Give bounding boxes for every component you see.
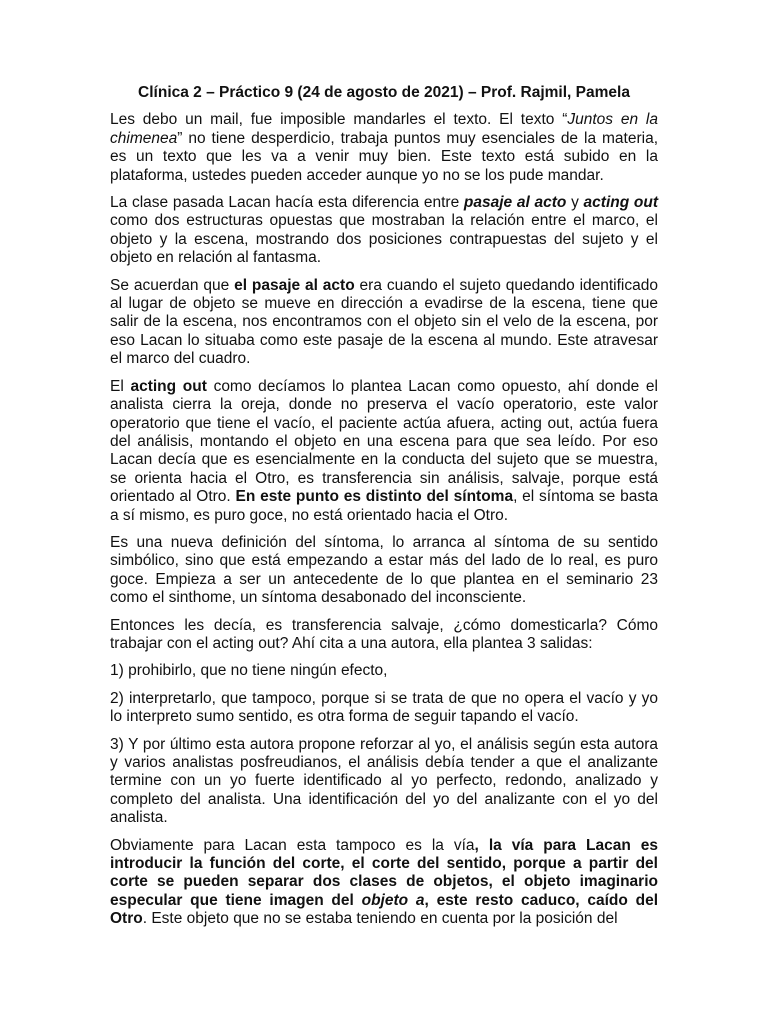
document-title: Clínica 2 – Práctico 9 (24 de agosto de 2021) – Prof. Rajmil, Pamela: [138, 84, 630, 101]
p1-book-title: Juntos en la chimenea: [110, 111, 658, 147]
p2-text-c: y: [566, 194, 584, 212]
p10-text-a: Obviamente para Lacan esta tampoco es la vía: [110, 836, 475, 854]
p3-term-pasaje: el pasaje al acto: [234, 276, 355, 294]
paragraph-5: Es una nueva definición del síntoma, lo arranca al síntoma de su sentido simbólico, sino que está empezando a estar más del lado de lo real, es puro goce. Empieza a ser un antecedente de lo que plantea en el seminario 23 como el sinthome, un síntoma desabonado del inconsciente.: [110, 533, 658, 607]
p4-bold-sintoma: En este punto es distinto del síntoma: [235, 488, 514, 506]
p3-text-c: era cuando el sujeto quedando identificado al lugar de objeto se mueve en dirección a evadirse de la escena, tiene que salir de la escena, nos encontramos con el objeto sin el velo de la escena, por eso Lacan lo situaba como este pasaje de la escena al mundo. Este atravesar el marco del cuadro.: [110, 276, 658, 368]
paragraph-1: [110, 111, 658, 185]
p10-text-c: , el objeto imaginario especular que tiene imagen del: [110, 873, 658, 909]
p10-bold-e: , este resto caduco, caído del Otro: [110, 891, 659, 928]
p4-term-acting: acting out: [130, 377, 207, 395]
p2-text-a: La clase pasada Lacan hacía esta diferencia entre: [110, 194, 464, 212]
p10-bold-b: , la vía para Lacan es introducir la función del corte, el corte del sentido, porque a partir del corte se pueden separar dos clases de objetos: [110, 836, 659, 891]
p1-text-c: ” no tiene desperdicio, trabaja puntos muy esenciales de la materia, es un texto que les va a venir muy bien. Este texto está subido en la plataforma, ustedes pueden acceder aunque yo no se los pude mandar.: [110, 129, 658, 184]
paragraph-10: [110, 837, 658, 929]
paragraph-3: [110, 277, 658, 369]
list-item-2: 2) interpretarlo, que tampoco, porque si se trata de que no opera el vacío y yo lo interpreto sumo sentido, es otra forma de seguir tapando el vacío.: [110, 689, 658, 726]
p4-text-a: El: [110, 377, 131, 395]
p2-text-e: como dos estructuras opuestas que mostraban la relación entre el marco, el objeto y la escena, mostrando dos posiciones contrapuestas del sujeto y el objeto en relación al fantasma.: [110, 212, 658, 267]
list-item-3: 3) Y por último esta autora propone reforzar al yo, el análisis según esta autora y varios analistas posfreudianos, el análisis debía tender a que el analizante termine con un yo fuerte identificado al yo perfecto, redondo, analizado y completo del analista. Una identificación del yo del analizante con el yo del analista.: [110, 735, 658, 827]
p3-text-a: Se acuerdan que: [110, 276, 235, 294]
list-item-1: 1) prohibirlo, que no tiene ningún efecto,: [110, 662, 388, 680]
p10-text-f: . Este objeto que no se estaba teniendo en cuenta por la posición del: [142, 910, 618, 928]
p4-text-c: como decíamos lo plantea Lacan como opuesto, ahí donde el analista cierra la oreja, donde no preserva el vacío operatorio, este valor operatorio que tiene el vacío, el paciente actúa afuera, acting out, actúa fuera del análisis, montando el objeto en una escena para que sea leído. Por eso Lacan decía que es esencialmente en la conducta del sujeto que se muestra, se orienta hacia el Otro, es transferencia sin análisis, salvaje, porque está orientado al Otro.: [110, 377, 658, 506]
p1-text-a: Les debo un mail, fue imposible mandarles el texto. El texto “: [110, 111, 568, 129]
p2-term-pasaje: pasaje al acto: [463, 194, 567, 212]
p10-term-objeto-a: objeto a: [361, 891, 425, 909]
paragraph-6: Entonces les decía, es transferencia salvaje, ¿cómo domesticarla? Cómo trabajar con el acting out? Ahí cita a una autora, ella plantea 3 salidas:: [110, 616, 658, 652]
document-page: [110, 84, 658, 938]
paragraph-2: [110, 194, 658, 268]
p4-text-e: , el síntoma se basta a sí mismo, es puro goce, no está orientado hacia el Otro.: [110, 488, 658, 524]
paragraph-4: [110, 378, 658, 525]
p2-term-acting: acting out: [583, 194, 658, 212]
